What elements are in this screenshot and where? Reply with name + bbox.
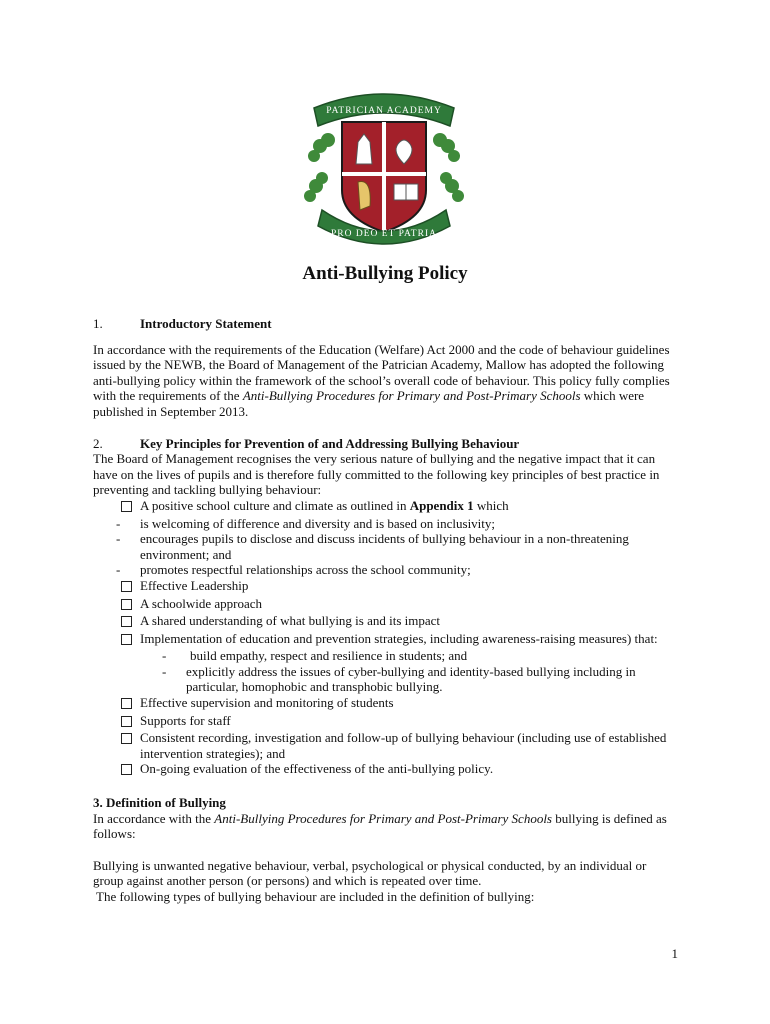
section-1-heading xyxy=(93,316,678,332)
sub-list-item: - is welcoming of difference and diversity and is based on inclusivity; xyxy=(116,515,496,531)
checkbox-bullet-icon xyxy=(121,581,132,592)
bullying-definition: Bullying is unwanted negative behaviour, verbal, psychological or physical conducted, by an individual or group against another person (or persons) and which is repeated over time. xyxy=(93,857,647,889)
list-item: A schoolwide approach xyxy=(93,596,678,614)
checkbox-bullet-icon xyxy=(121,634,132,645)
section-3-paragraph: In accordance with the Anti-Bullying Procedures for Primary and Post-Primary Schools bullying is defined as follows: xyxy=(93,810,667,842)
sub-list-item: - explicitly address the issues of cyber-bullying and identity-based bullying including in particular, homophobic and transphobic bullying. xyxy=(162,663,636,695)
section-1-paragraph: In accordance with the requirements of the Education (Welfare) Act 2000 and the code of behaviour guidelines issued by the NEWB, the Board of Management of the Patrician Academy, Mallow has adopted the following anti-bullying policy within the framework of the school’s overall code of behaviour. This policy fully complies with the requirements of the Anti-Bullying Procedures for Primary and Post-Primary Schools which were published in September 2013. xyxy=(93,341,670,419)
list-item: A shared understanding of what bullying is and its impact xyxy=(93,613,678,631)
list-item: Supports for staff xyxy=(93,713,678,731)
sub-list-item: - promotes respectful relationships across the school community; xyxy=(116,562,471,578)
checkbox-bullet-icon xyxy=(121,501,132,512)
section-3-heading: 3. Definition of Bullying xyxy=(93,795,226,811)
crest-banner-bottom: PRO DEO ET PATRIA xyxy=(331,229,437,239)
checkbox-bullet-icon xyxy=(121,716,132,727)
sub-list-item: - encourages pupils to disclose and discuss incidents of bullying behaviour in a non-threatening environment; and xyxy=(116,531,629,562)
page-title: Anti-Bullying Policy xyxy=(302,263,468,284)
section-2-intro: The Board of Management recognises the very serious nature of bullying and the negative impact that it can have on the lives of pupils and is therefore fully committed to the following key principles of best practice in preventing and tackling bullying behaviour: xyxy=(93,451,660,498)
section-1-title: Introductory Statement xyxy=(140,316,272,331)
crest-banner-top: PATRICIAN ACADEMY xyxy=(326,106,442,116)
bullying-types-intro: The following types of bullying behaviour are included in the definition of bullying: xyxy=(93,889,535,904)
checkbox-bullet-icon xyxy=(121,616,132,627)
list-item: A positive school culture and climate as outlined in Appendix 1 which xyxy=(93,498,678,516)
school-crest-logo xyxy=(300,86,468,250)
section-1-number: 1. xyxy=(93,316,103,331)
sub-list-item: - build empathy, respect and resilience in students; and xyxy=(162,648,468,664)
document-body xyxy=(93,316,678,905)
section-2-title: Key Principles for Prevention of and Addressing Bullying Behaviour xyxy=(140,435,520,451)
checkbox-bullet-icon xyxy=(121,764,132,775)
list-item: Effective Leadership xyxy=(93,578,678,596)
list-item: Implementation of education and prevention strategies, including awareness-raising measures) that: xyxy=(93,631,678,649)
section-2-heading xyxy=(93,436,678,452)
list-item: Consistent recording, investigation and follow-up of bullying behaviour (including use of established intervention strategies); and xyxy=(93,730,678,761)
checkbox-bullet-icon xyxy=(121,733,132,744)
checkbox-bullet-icon xyxy=(121,599,132,610)
checkbox-bullet-icon xyxy=(121,698,132,709)
list-item: Effective supervision and monitoring of students xyxy=(93,695,678,713)
list-item: On-going evaluation of the effectiveness of the anti-bullying policy. xyxy=(93,761,678,779)
section-2-number: 2. xyxy=(93,435,103,451)
page-number: 1 xyxy=(671,946,678,961)
